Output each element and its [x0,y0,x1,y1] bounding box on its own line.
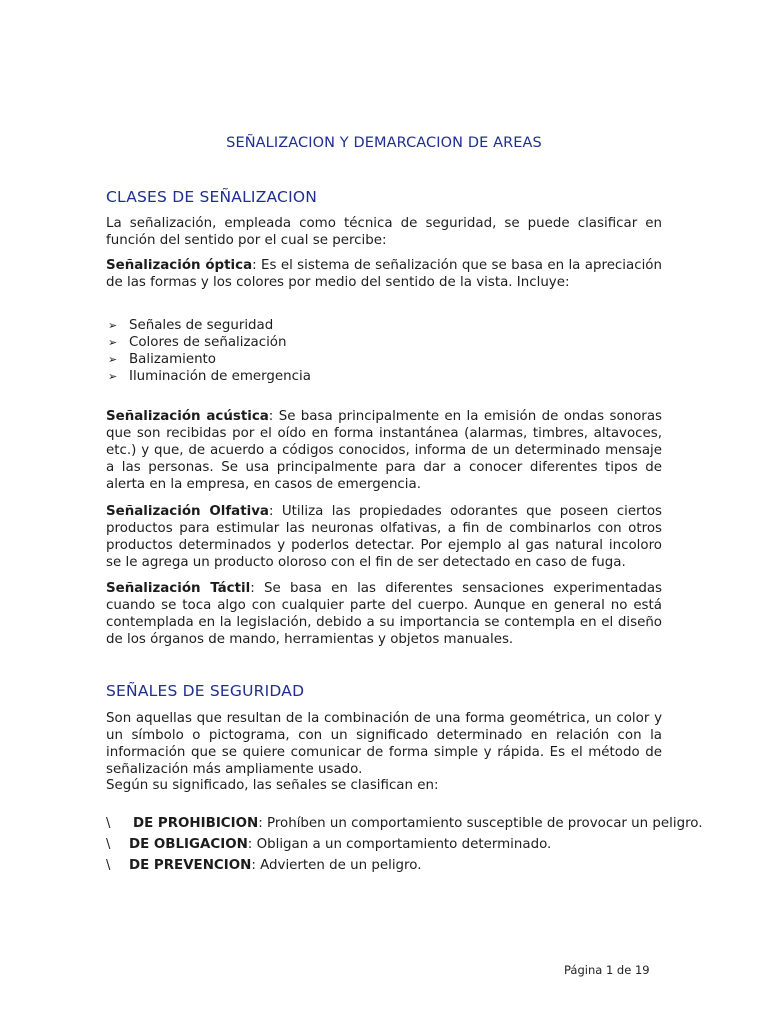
paragraph-olfativa [106,503,662,571]
document-title: SEÑALIZACION Y DEMARCACION DE AREAS [226,135,542,151]
paragraph-intro: La señalización, empleada como técnica de seguridad, se puede clasificar en función del sentido por el cual se percibe: [106,216,662,248]
arrowhead-bullet-icon: ➢ [108,370,118,383]
optica-list [106,317,662,385]
arrowhead-bullet-icon: ➢ [108,353,118,366]
paragraph-acustica [106,408,662,493]
term-optica: Señalización óptica [106,258,253,273]
list-marker-icon: \ [106,816,111,831]
sign-type-item: \ DE PREVENCION: Advierten de un peligro. [106,855,686,876]
paragraph-optica [106,257,662,291]
paragraph-classify: Según su significado, las señales se clasifican en: [106,778,439,793]
arrowhead-bullet-icon: ➢ [108,319,118,332]
arrowhead-bullet-icon: ➢ [108,336,118,349]
text-olfativa: : Utiliza las propiedades odorantes que poseen ciertos productos para estimular las neuronas olfativas, a fin de combinarlos con otros productos determinados y poderlos detectar. Por ejemplo al gas natural incoloro se le agrega un producto oloroso con el fin de ser detectado en caso de fuga. [106,504,662,570]
text-optica: : Es el sistema de señalización que se basa en la apreciación de las formas y los colores por medio del sentido de la vista. Incluye: [106,258,662,290]
term-olfativa: Señalización Olfativa [106,504,269,519]
list-item: ➢ Iluminación de emergencia [108,369,311,384]
term-acustica: Señalización acústica [106,409,269,424]
sign-type-item: \ DE OBLIGACION: Obligan a un comportamiento determinado. [106,834,686,855]
sign-type-item: \ DE PROHIBICION: Prohíben un comportamiento susceptible de provocar un peligro. [106,813,686,834]
section-heading-senales: SEÑALES DE SEGURIDAD [106,682,305,700]
list-item: ➢ Señales de seguridad [108,318,274,333]
section-heading-clases: CLASES DE SEÑALIZACION [106,188,318,206]
page-number: Página 1 de 19 [564,963,650,977]
sign-types-list [106,813,703,876]
term-tactil: Señalización Táctil [106,581,251,596]
text-acustica: : Se basa principalmente en la emisión de ondas sonoras que son recibidas por el oído en forma instantánea (alarmas, timbres, altavoces, etc.) y que, de acuerdo a códigos conocidos, informa de un determinado mensaje a las personas. Se usa principalmente para dar a conocer diferentes tipos de alerta en la empresa, en casos de emergencia. [106,409,662,492]
text-tactil: : Se basa en las diferentes sensaciones experimentadas cuando se toca algo con cualquier parte del cuerpo. Aunque en general no está contemplada en la legislación, debido a su importancia se contempla en el diseño de los órganos de mando, herramientas y objetos manuales. [106,581,662,647]
list-marker-icon: \ [106,837,111,852]
paragraph-senales-intro: Son aquellas que resultan de la combinación de una forma geométrica, un color y un símbolo o pictograma, con un significado determinado en relación con la información que se quiere comunicar de forma simple y rápida. Es el método de señalización más ampliamente usado. [106,711,662,777]
list-marker-icon: \ [106,858,111,873]
list-item: ➢ Balizamiento [108,352,216,367]
paragraph-tactil [106,580,662,648]
list-item: ➢ Colores de señalización [108,335,287,350]
